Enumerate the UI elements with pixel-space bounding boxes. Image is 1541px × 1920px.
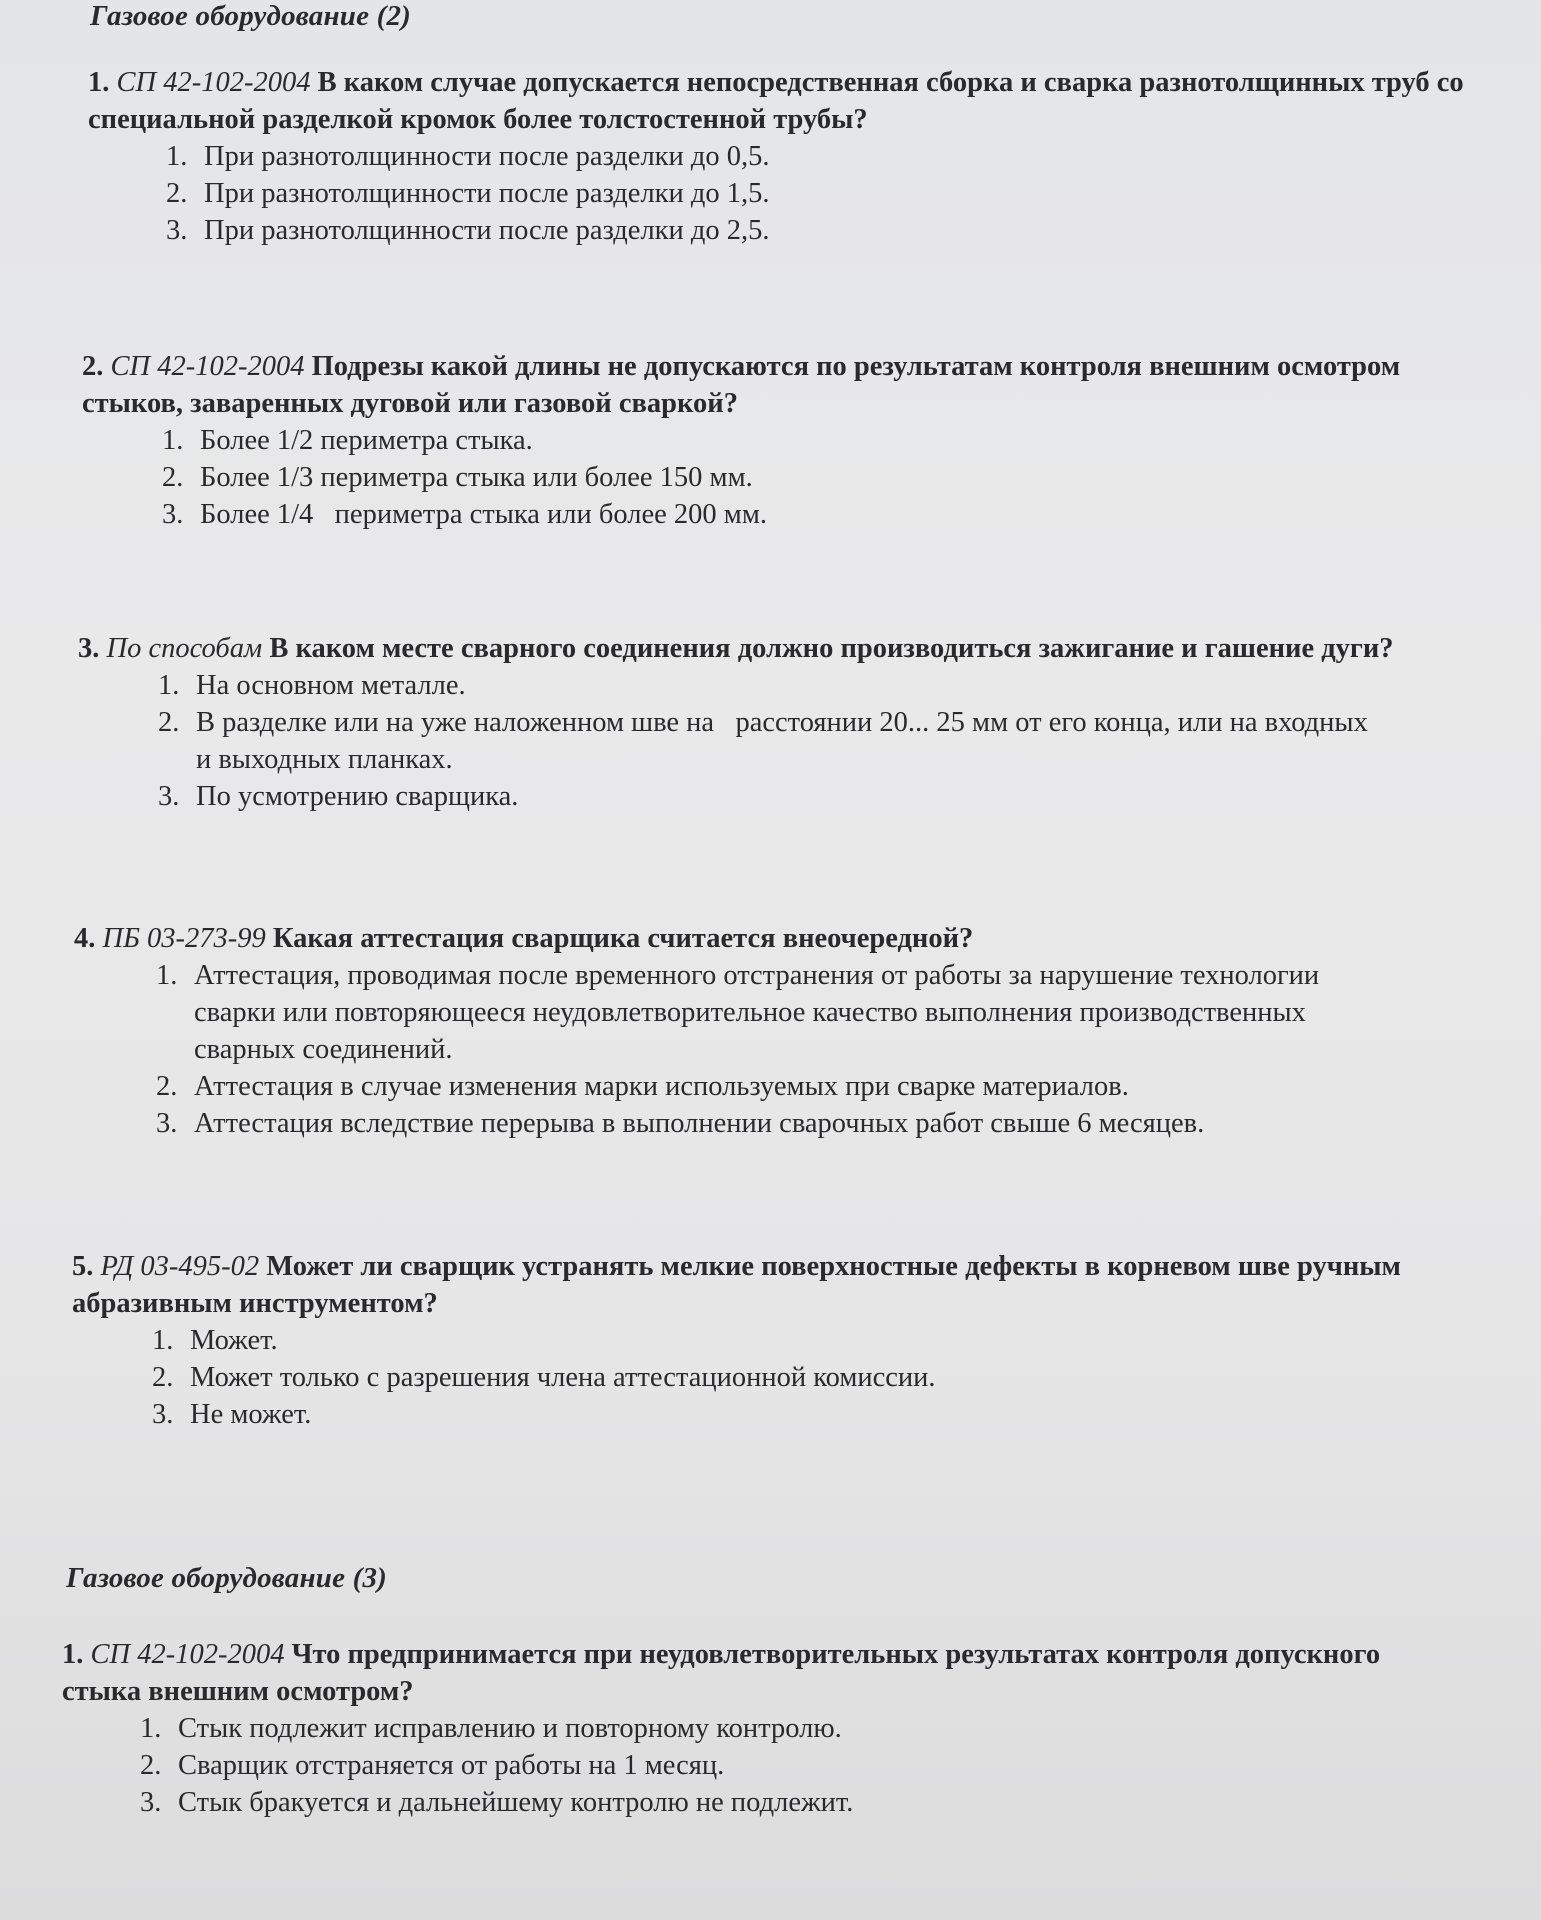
question-text: Что предпринимается при неудовлетворительных результатах контроля допускного стыка внешним осмотром? <box>62 1639 1381 1707</box>
question-number: 1. <box>88 67 110 98</box>
answer-list <box>162 422 1402 533</box>
answer-item <box>156 1105 1416 1142</box>
question-heading <box>74 920 1474 957</box>
answer-text: Может только с разрешения члена аттестационной комиссии. <box>190 1362 936 1393</box>
question-1 <box>62 1636 1462 1821</box>
answer-text: При разнотолщинности после разделки до 0,5. <box>204 141 770 172</box>
question-text: В каком случае допускается непосредственная сборка и сварка разнотолщинных труб со специальной разделкой кромок более толстостенной трубы? <box>88 67 1464 135</box>
answer-list <box>140 1710 1462 1821</box>
question-source: СП 42-102-2004 <box>116 67 311 98</box>
question-number: 1. <box>62 1639 84 1670</box>
answer-text: Аттестация вследствие перерыва в выполнении сварочных работ свыше 6 месяцев. <box>194 1108 1205 1139</box>
question-source: По способам <box>106 633 263 664</box>
question-2 <box>82 348 1402 533</box>
answer-number: 3. <box>158 781 180 812</box>
answer-number: 2. <box>158 707 180 738</box>
answer-number: 1. <box>162 425 184 456</box>
answer-text: Более 1/2 периметра стыка. <box>200 425 533 456</box>
answer-number: 3. <box>166 215 188 246</box>
answer-text: Стык подлежит исправлению и повторному контролю. <box>178 1713 842 1744</box>
answer-number: 2. <box>140 1750 162 1781</box>
question-heading <box>62 1636 1462 1710</box>
question-number: 4. <box>74 923 96 954</box>
question-number: 5. <box>72 1251 94 1282</box>
question-text: Может ли сварщик устранять мелкие поверхностные дефекты в корневом шве ручным абразивным инструментом? <box>72 1251 1401 1319</box>
question-heading <box>88 64 1488 138</box>
question-number: 2. <box>82 351 104 382</box>
answer-text: На основном металле. <box>196 670 466 701</box>
answer-item <box>152 1359 1472 1396</box>
answer-item <box>158 778 1428 815</box>
answer-item <box>156 957 1416 1068</box>
answer-text: Аттестация, проводимая после временного отстранения от работы за нарушение технологии сварки или повторяющееся неудовлетворительное качество выполнения производственных сварных соединений. <box>194 960 1320 1065</box>
question-1 <box>88 64 1488 249</box>
answer-list <box>158 667 1428 815</box>
answer-text: Не может. <box>190 1399 312 1430</box>
answer-text: При разнотолщинности после разделки до 2,5. <box>204 215 770 246</box>
answer-number: 2. <box>166 178 188 209</box>
answer-item <box>156 1068 1416 1105</box>
answer-number: 1. <box>156 960 178 991</box>
answer-item <box>140 1784 1462 1821</box>
answer-number: 3. <box>156 1108 178 1139</box>
answer-item <box>162 459 1402 496</box>
answer-number: 2. <box>162 462 184 493</box>
answer-text: При разнотолщинности после разделки до 1,5. <box>204 178 770 209</box>
answer-number: 1. <box>140 1713 162 1744</box>
question-text: Подрезы какой длины не допускаются по результатам контроля внешним осмотром стыков, заваренных дуговой или газовой сваркой? <box>82 351 1401 419</box>
question-number: 3. <box>78 633 100 664</box>
answer-text: В разделке или на уже наложенном шве на расстоянии 20... 25 мм от его конца, или на входных и выходных планках. <box>196 707 1375 775</box>
answer-number: 2. <box>152 1362 174 1393</box>
answer-list <box>156 957 1416 1142</box>
answer-number: 2. <box>156 1071 178 1102</box>
answer-text: По усмотрению сварщика. <box>196 781 519 812</box>
answer-item <box>162 496 1402 533</box>
answer-item <box>166 212 1488 249</box>
section-title: Газовое оборудование (3) <box>66 1562 388 1594</box>
answer-item <box>166 175 1488 212</box>
answer-item <box>166 138 1488 175</box>
question-heading <box>78 630 1528 667</box>
answer-number: 1. <box>158 670 180 701</box>
question-source: РД 03-495-02 <box>100 1251 260 1282</box>
answer-text: Сварщик отстраняется от работы на 1 месяц. <box>178 1750 725 1781</box>
answer-text: Может. <box>190 1325 278 1356</box>
answer-text: Стык бракуется и дальнейшему контролю не подлежит. <box>178 1787 854 1818</box>
question-5 <box>72 1248 1472 1433</box>
section-title: Газовое оборудование (2) <box>90 0 412 32</box>
question-heading <box>82 348 1402 422</box>
answer-number: 1. <box>152 1325 174 1356</box>
question-heading <box>72 1248 1472 1322</box>
answer-number: 1. <box>166 141 188 172</box>
question-source: ПБ 03-273-99 <box>102 923 266 954</box>
answer-item <box>152 1322 1472 1359</box>
answer-list <box>152 1322 1472 1433</box>
answer-number: 3. <box>162 499 184 530</box>
answer-item <box>140 1747 1462 1784</box>
question-source: СП 42-102-2004 <box>110 351 305 382</box>
answer-item <box>158 667 1428 704</box>
answer-list <box>166 138 1488 249</box>
answer-item <box>152 1396 1472 1433</box>
answer-text: Аттестация в случае изменения марки используемых при сварке материалов. <box>194 1071 1129 1102</box>
answer-item <box>158 704 1428 778</box>
answer-number: 3. <box>140 1787 162 1818</box>
answer-number: 3. <box>152 1399 174 1430</box>
answer-text: Более 1/3 периметра стыка или более 150 мм. <box>200 462 753 493</box>
question-3 <box>78 630 1528 815</box>
question-4 <box>74 920 1474 1142</box>
answer-item <box>162 422 1402 459</box>
answer-item <box>140 1710 1462 1747</box>
answer-text: Более 1/4 периметра стыка или более 200 мм. <box>200 499 767 530</box>
question-source: СП 42-102-2004 <box>90 1639 285 1670</box>
question-text: Какая аттестация сварщика считается внеочередной? <box>272 923 974 954</box>
question-text: В каком месте сварного соединения должно производиться зажигание и гашение дуги? <box>269 633 1394 664</box>
